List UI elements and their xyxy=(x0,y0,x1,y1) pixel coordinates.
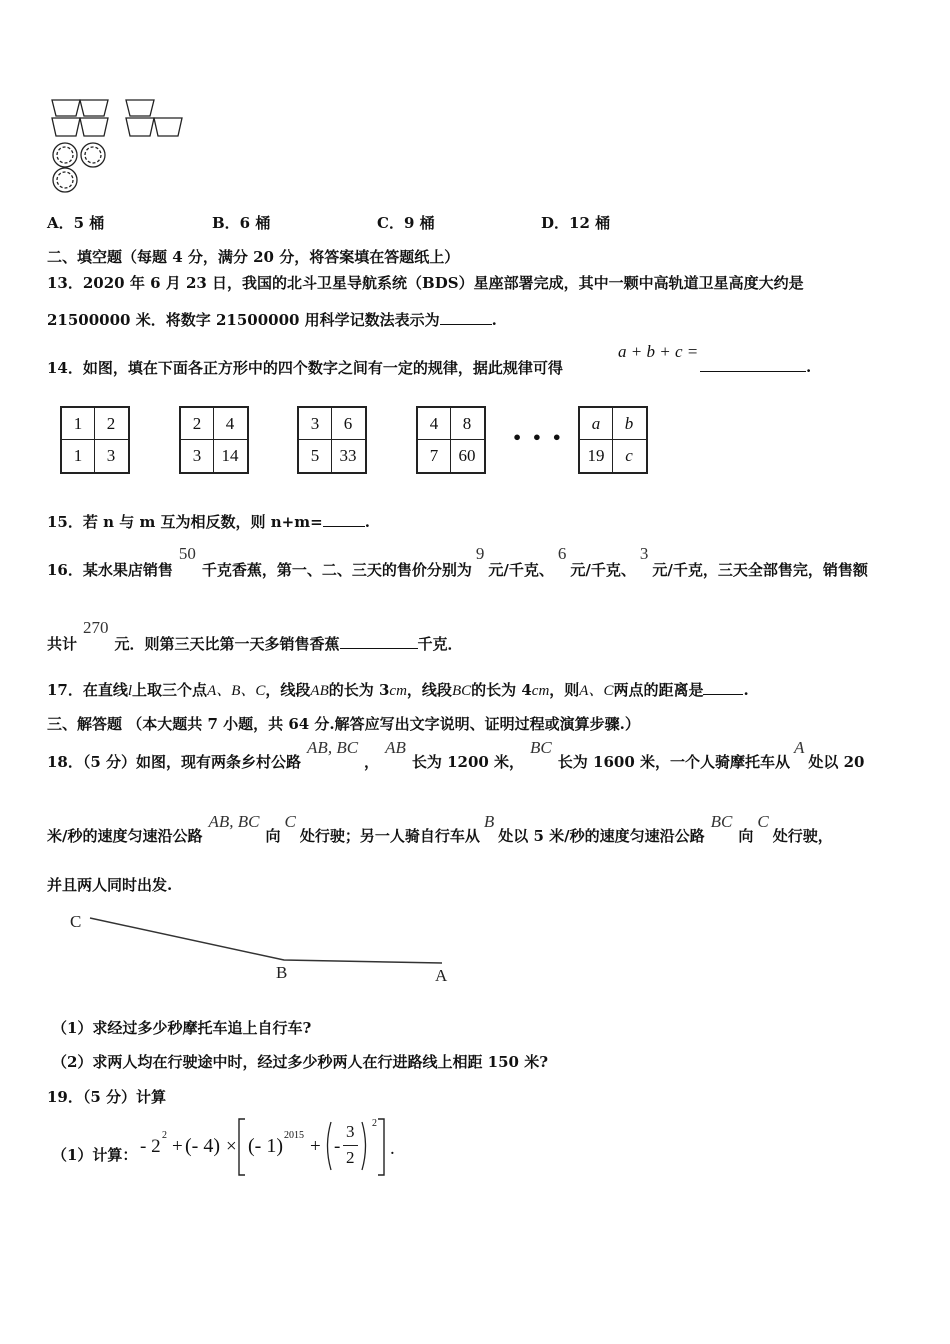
math-op: + xyxy=(172,1136,183,1157)
grid-cell: 4 xyxy=(429,414,439,433)
q15: 15．若 n 与 m 互为相反数，则 n+m= . xyxy=(47,513,370,531)
math-term: (- 4) xyxy=(185,1135,220,1157)
q17-blank xyxy=(703,680,743,695)
option-d: D．12 桶 xyxy=(541,214,611,232)
grid-cell: b xyxy=(624,414,634,433)
q18-sub2: （2）求两人均在行驶途中时，经过多少秒两人在行进路线上相距 150 米? xyxy=(52,1053,548,1071)
q14-grid-5 xyxy=(578,406,648,474)
grid-cell: 3 xyxy=(192,446,202,465)
math-op: + xyxy=(310,1136,321,1157)
section2-title: 二、填空题（每题 4 分，满分 20 分，将答案填在答题纸上） xyxy=(47,248,460,266)
left-bracket xyxy=(237,1118,247,1176)
grid-cell: 19 xyxy=(587,446,605,465)
q14-text: 14．如图，填在下面各正方形中的四个数字之间有一定的规律，据此规律可得 xyxy=(47,359,563,377)
grid-cell: 4 xyxy=(225,414,235,433)
q14-answer: . xyxy=(700,357,811,376)
point-c-label: C xyxy=(70,912,82,931)
grid-cell: 2 xyxy=(192,414,202,433)
q15-blank xyxy=(323,512,365,527)
math-period: . xyxy=(390,1138,395,1159)
q18-line2: 米/秒的速度匀速沿公路AB, BC向C处行驶；另一人骑自行车从B处以 5 米/秒的速度匀速沿公路BC向C处行驶， xyxy=(47,812,833,845)
q14-grid-3 xyxy=(297,406,367,474)
grid-cell: 2 xyxy=(106,414,116,433)
q14-ellipsis: • • • xyxy=(512,428,564,447)
q13-line2: 21500000 米．将数字 21500000 用科学记数法表示为 . xyxy=(47,311,497,329)
math-exponent: 2 xyxy=(162,1130,167,1141)
option-b: B．6 桶 xyxy=(212,214,271,232)
right-bracket xyxy=(376,1118,386,1176)
grid-cell: c xyxy=(625,446,633,465)
grid-cell: 3 xyxy=(310,414,320,433)
grid-cell: 7 xyxy=(429,446,439,465)
math-numerator: 3 xyxy=(346,1122,355,1141)
q13-blank xyxy=(440,310,492,325)
bucket-figure xyxy=(50,96,190,196)
math-exponent: 2015 xyxy=(284,1130,304,1141)
q19-expression xyxy=(140,1116,410,1180)
grid-cell: 6 xyxy=(343,414,353,433)
q13-line1: 13．2020 年 6 月 23 日，我国的北斗卫星导航系统（BDS）星座部署完成，其中一颗中高轨道卫星高度大约是 xyxy=(47,274,804,292)
grid-cell: 8 xyxy=(462,414,472,433)
q14-grid-1 xyxy=(60,406,130,474)
q18-line3: 并且两人同时出发. xyxy=(47,876,173,894)
q14-expr: a + b + c = xyxy=(618,342,699,361)
q17: 17．在直线l上取三个点A、B、C，线段AB的长为 3cm，线段BC的长为 4cm，则A、C两点的距离是 . xyxy=(47,681,749,699)
q19-title: 19．（5 分）计算 xyxy=(47,1088,167,1106)
math-term: - 2 xyxy=(140,1136,161,1157)
grid-cell: 1 xyxy=(73,446,83,465)
section3-title: 三、解答题 （本大题共 7 小题，共 64 分.解答应写出文字说明、证明过程或演算步骤.） xyxy=(47,715,640,733)
q18-line1: 18．（5 分）如图，现有两条乡村公路AB, BC，AB长为 1200 米，BC长为 1600 米，一个人骑摩托车从A处以 20 xyxy=(47,738,865,771)
q14-grid-2 xyxy=(179,406,249,474)
grid-cell: 33 xyxy=(339,446,357,465)
right-paren xyxy=(360,1121,370,1171)
grid-cell: 60 xyxy=(458,446,476,465)
point-b-label: B xyxy=(276,963,288,982)
grid-cell: 14 xyxy=(221,446,239,465)
fraction-bar xyxy=(343,1145,358,1146)
math-op: × xyxy=(226,1136,237,1157)
road-figure xyxy=(64,908,464,988)
grid-cell: 5 xyxy=(310,446,320,465)
left-paren xyxy=(323,1121,333,1171)
option-a: A．5 桶 xyxy=(47,214,105,232)
math-term: (- 1) xyxy=(248,1135,283,1157)
math-exponent: 2 xyxy=(372,1118,377,1129)
q19-sub1: （1）计算： xyxy=(52,1146,138,1164)
math-denominator: 2 xyxy=(346,1148,355,1167)
q16-line2: 共计270元．则第三天比第一天多销售香蕉 千克． xyxy=(47,618,463,653)
point-a-label: A xyxy=(435,966,448,985)
q14-blank xyxy=(700,357,806,372)
grid-cell: a xyxy=(591,414,601,433)
option-c: C．9 桶 xyxy=(377,214,435,232)
q16-line1: 16．某水果店销售50千克香蕉，第一、二、三天的售价分别为9元/千克、6元/千克、3元/千克，三天全部售完，销售额 xyxy=(47,544,868,579)
q16-blank xyxy=(340,634,418,649)
grid-cell: 1 xyxy=(73,414,83,433)
q18-sub1: （1）求经过多少秒摩托车追上自行车? xyxy=(52,1019,312,1037)
grid-cell: 3 xyxy=(106,446,116,465)
q14-grid-4 xyxy=(416,406,486,474)
math-op: - xyxy=(334,1136,341,1157)
